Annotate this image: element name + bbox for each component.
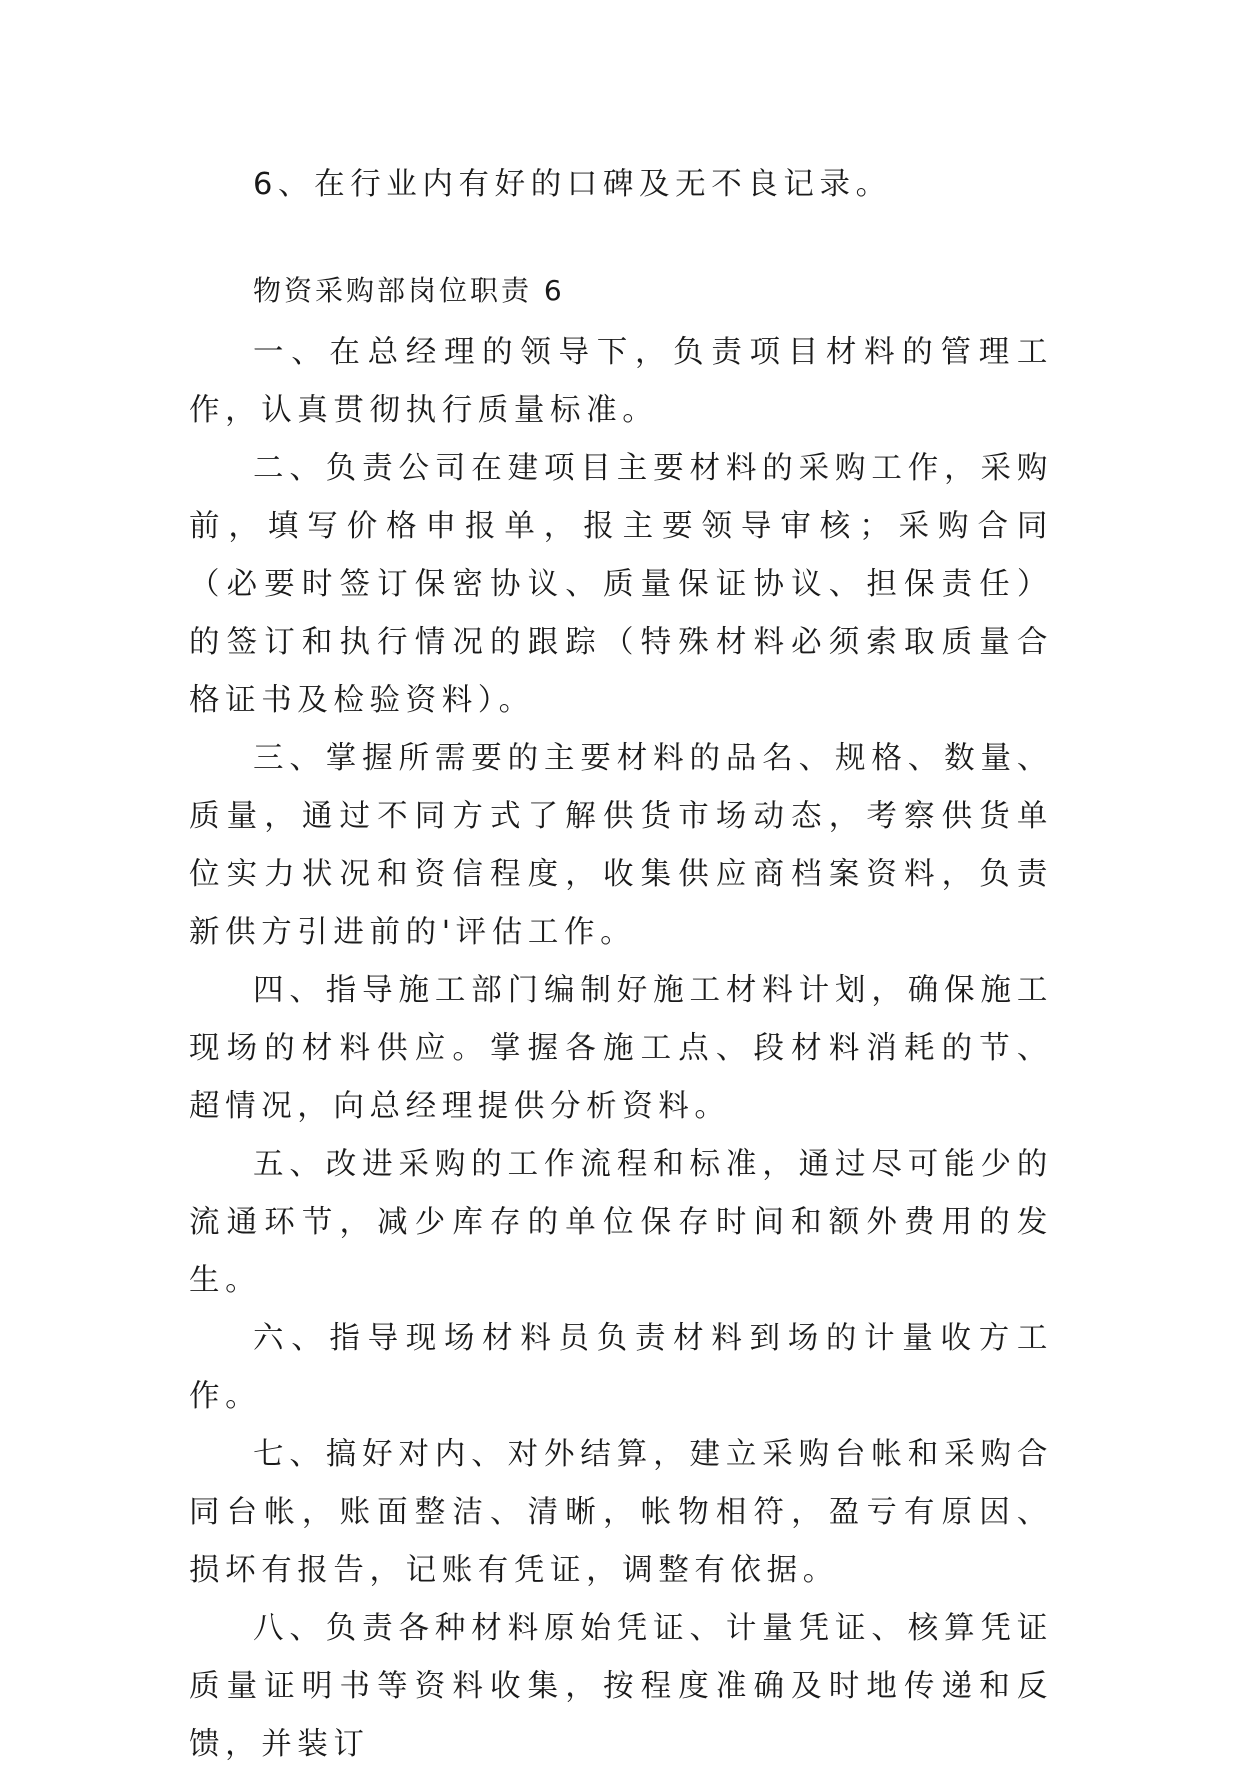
intro-line: 6、在行业内有好的口碑及无不良记录。 (253, 167, 892, 202)
paragraph-1: 一、在总经理的领导下，负责项目材料的管理工作，认真贯彻执行质量标准。 (189, 335, 1053, 428)
section-title: 物资采购部岗位职责 6 (253, 274, 565, 307)
paragraph-8: 八、负责各种材料原始凭证、计量凭证、核算凭证质量证明书等资料收集，按程度准确及时地传递和反馈，并装订 (189, 1611, 1053, 1762)
paragraph-3: 三、掌握所需要的主要材料的品名、规格、数量、质量，通过不同方式了解供货市场动态，考察供货单位实力状况和资信程度，收集供应商档案资料，负责新供方引进前的'评估工作。 (189, 741, 1053, 950)
paragraph-2: 二、负责公司在建项目主要材料的采购工作，采购前，填写价格申报单，报主要领导审核；采购合同（必要时签订保密协议、质量保证协议、担保责任）的签订和执行情况的跟踪（特殊材料必须索取质量合格证书及检验资料）。 (189, 451, 1053, 718)
paragraph-5: 五、改进采购的工作流程和标准，通过尽可能少的流通环节，减少库存的单位保存时间和额外费用的发生。 (189, 1147, 1053, 1298)
paragraph-4: 四、指导施工部门编制好施工材料计划，确保施工现场的材料供应。掌握各施工点、段材料消耗的节、超情况，向总经理提供分析资料。 (189, 973, 1053, 1124)
document-body (189, 156, 1053, 1774)
section-gap (189, 214, 1053, 262)
paragraph-6: 六、指导现场材料员负责材料到场的计量收方工作。 (189, 1321, 1053, 1414)
paragraph-7: 七、搞好对内、对外结算，建立采购台帐和采购合同台帐，账面整洁、清晰，帐物相符，盈亏有原因、损坏有报告，记账有凭证，调整有依据。 (189, 1437, 1053, 1588)
